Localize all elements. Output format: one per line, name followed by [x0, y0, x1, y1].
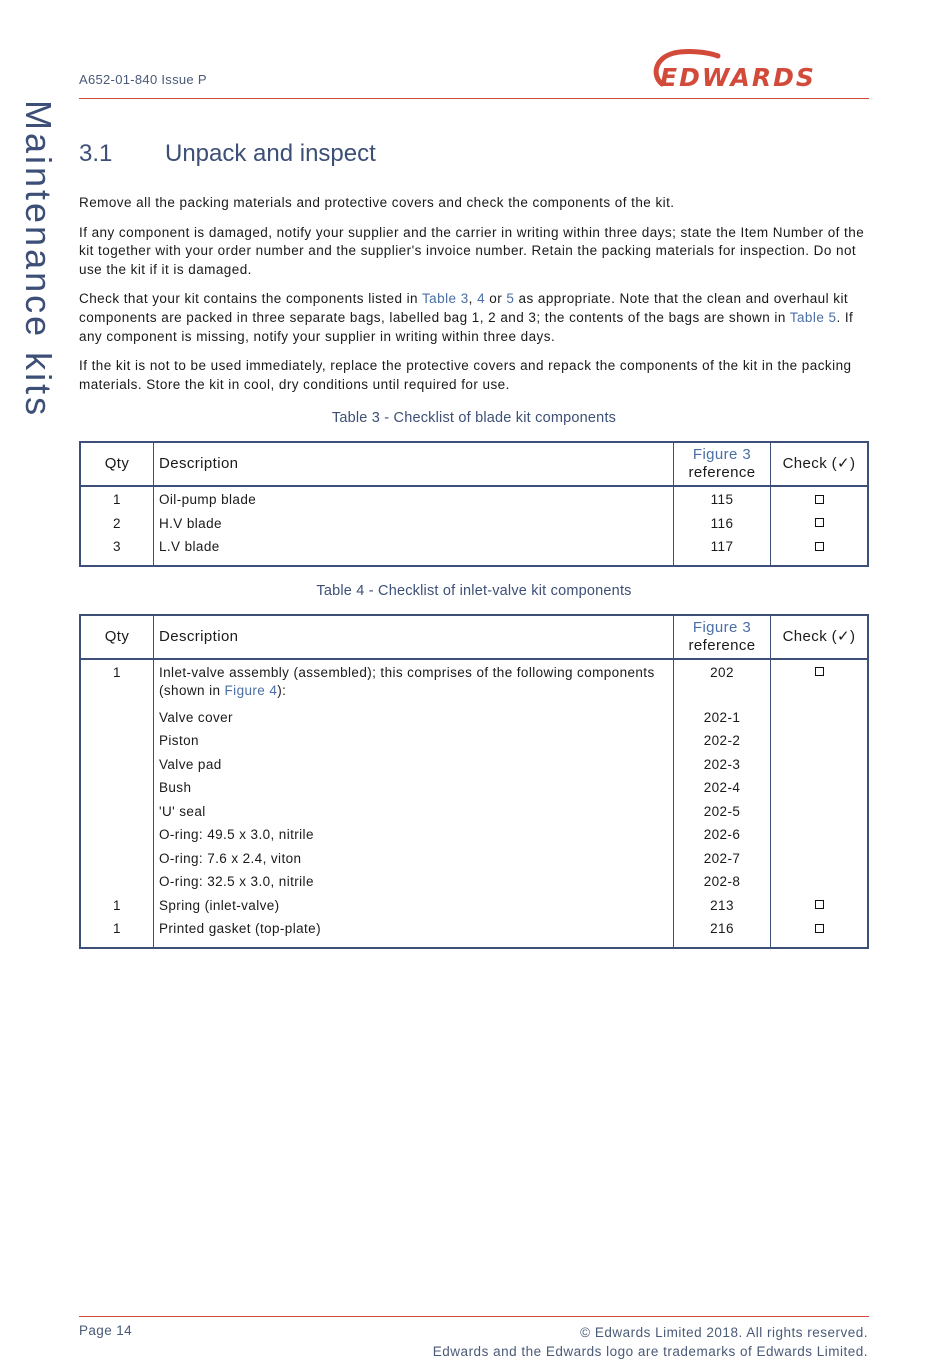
side-title: Maintenance kits	[18, 100, 59, 419]
table-row: 1 Printed gasket (top-plate) 216	[80, 917, 868, 948]
header-reference: Figure 3 reference	[674, 442, 771, 486]
table-row: 2 H.V blade 116	[80, 512, 868, 536]
table-row: 'U' seal 202-5	[80, 800, 868, 824]
figure-3-link[interactable]: Figure 3	[692, 446, 752, 464]
page-number: Page 14	[79, 1323, 133, 1338]
paragraph-2: If any component is damaged, notify your supplier and the carrier in writing within three days; state the Item Number of the kit together with your order number and the supplier's invoice number. Retain the packing materials for inspection. Do not use the kit if it is damaged.	[79, 224, 865, 277]
table-row: Valve cover 202-1	[80, 706, 868, 730]
table-5-link[interactable]: 5	[506, 291, 515, 307]
table-4-caption: Table 4 - Checklist of inlet-valve kit components	[316, 582, 632, 599]
table-3-caption: Table 3 - Checklist of blade kit components	[331, 410, 617, 427]
table-row: O-ring: 7.6 x 2.4, viton 202-7	[80, 847, 868, 871]
header-description: Description	[154, 615, 674, 659]
document-id: A652-01-840 Issue P	[79, 72, 207, 87]
table-row: 1 Spring (inlet-valve) 213	[80, 894, 868, 918]
table-row: Piston 202-2	[80, 729, 868, 753]
header-check: Check (✓)	[771, 615, 869, 659]
checkbox[interactable]	[815, 542, 824, 551]
table-row: 3 L.V blade 117	[80, 535, 868, 566]
figure-3-link[interactable]: Figure 3	[692, 618, 752, 636]
table-row: Bush 202-4	[80, 776, 868, 800]
table-3-link[interactable]: Table 3	[421, 291, 469, 307]
header-check: Check (✓)	[771, 442, 869, 486]
section-title: Unpack and inspect	[165, 140, 376, 167]
trademark: Edwards and the Edwards logo are trademarks of Edwards Limited.	[432, 1344, 868, 1359]
paragraph-1: Remove all the packing materials and protective covers and check the components of the kit.	[79, 195, 675, 210]
header-description: Description	[154, 442, 674, 486]
table-row: O-ring: 49.5 x 3.0, nitrile 202-6	[80, 823, 868, 847]
figure-4-link[interactable]: Figure 4	[224, 683, 278, 699]
table-row: 1 Inlet-valve assembly (assembled); this comprises of the following components (shown in Figure 4): 202	[80, 659, 868, 706]
copyright: © Edwards Limited 2018. All rights reserved.	[580, 1325, 868, 1340]
section-heading	[79, 140, 376, 168]
table-row: 1 Oil-pump blade 115	[80, 486, 868, 512]
header-qty: Qty	[80, 615, 154, 659]
main-content	[79, 194, 869, 949]
footer-legal	[433, 1323, 868, 1361]
checkbox[interactable]	[815, 667, 824, 676]
section-number: 3.1	[79, 140, 113, 167]
checkbox[interactable]	[815, 495, 824, 504]
table-row: O-ring: 32.5 x 3.0, nitrile 202-8	[80, 870, 868, 894]
table-4-link[interactable]: 4	[477, 291, 486, 307]
checkbox[interactable]	[815, 518, 824, 527]
table-row: Valve pad 202-3	[80, 753, 868, 777]
table-3	[79, 441, 869, 567]
header-reference: Figure 3 reference	[674, 615, 771, 659]
paragraph-3: Check that your kit contains the components listed in Table 3, 4 or 5 as appropriate. Note that the clean and overhaul kit components are packed in three separate bags, labelled bag 1, 2 and 3; the contents of the bags are shown in Table 5. If any component is missing, notify your supplier in writing within three days.	[79, 291, 854, 344]
checkbox[interactable]	[815, 924, 824, 933]
header-qty: Qty	[80, 442, 154, 486]
header-rule	[79, 98, 869, 99]
footer-rule	[79, 1316, 869, 1317]
paragraph-4: If the kit is not to be used immediately, replace the protective covers and repack the components of the kit in the packing materials. Store the kit in cool, dry conditions until required for use.	[79, 358, 852, 392]
edwards-logo	[648, 48, 870, 94]
logo-text: EDWARDS	[660, 63, 816, 92]
table-5-link-2[interactable]: Table 5	[789, 309, 837, 325]
table-4	[79, 614, 869, 949]
checkbox[interactable]	[815, 900, 824, 909]
